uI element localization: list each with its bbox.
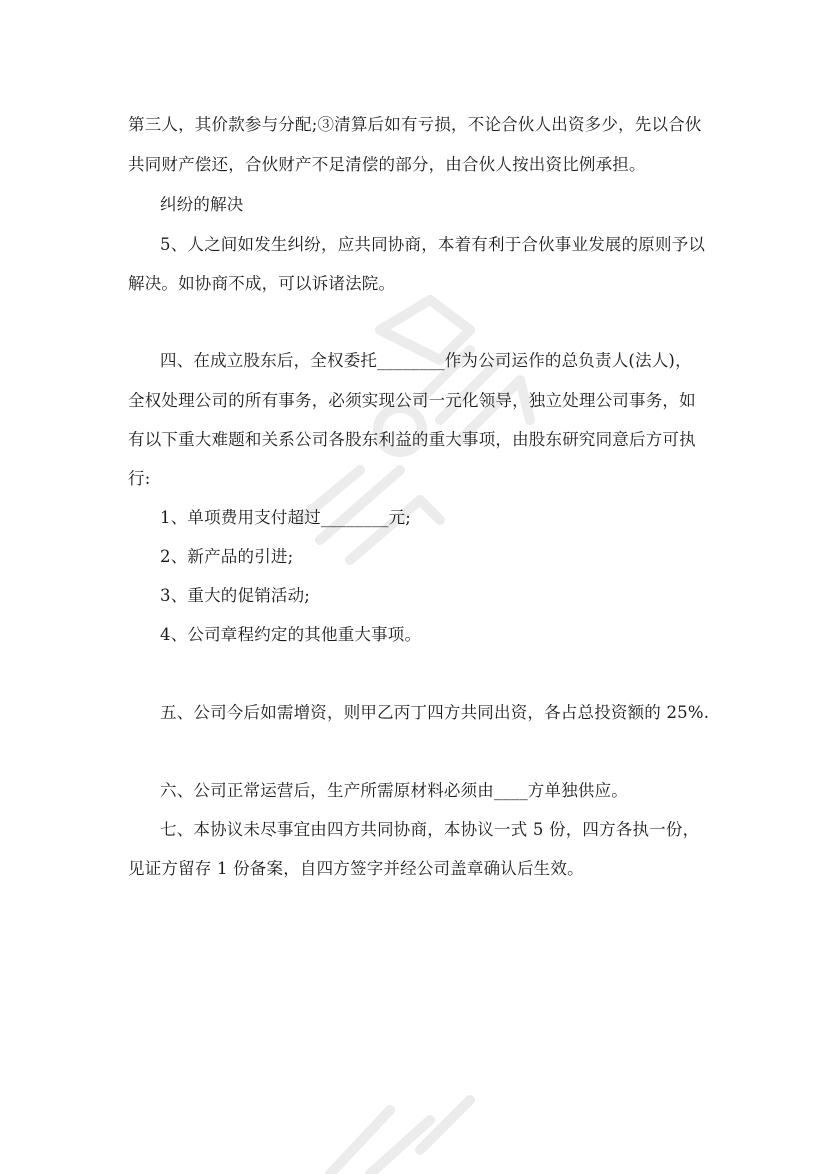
text-line-8: 有以下重大难题和关系公司各股东利益的重大事项，由股东研究同意后方可执 (128, 430, 696, 449)
list-item: 3、重大的促销活动; (160, 586, 311, 605)
text-line-4: 5、人之间如发生纠纷，应共同协商，本着有利于合伙事业发展的原则予以 (160, 235, 706, 254)
list-item: 1、单项费用支付超过________元; (160, 508, 412, 527)
text-line-6: 四、在成立股东后，全权委托________作为公司运作的总负责人(法人)， (160, 351, 692, 370)
text-line-17: 见证方留存 1 份备案，自四方签字并经公司盖章确认后生效。 (128, 859, 584, 878)
list-item: 4、公司章程约定的其他重大事项。 (160, 625, 422, 644)
text-line-2: 共同财产偿还，合伙财产不足清偿的部分，由合伙人按出资比例承担。 (128, 155, 646, 174)
text-line-15: 六、公司正常运营后，生产所需原材料必须由____方单独供应。 (160, 781, 628, 800)
section-heading: 纠纷的解决 (160, 195, 244, 214)
text-line-9: 行: (128, 469, 151, 488)
text-line-16: 七、本协议未尽事宜由四方共同协商，本协议一式 5 份，四方各执一份， (160, 820, 700, 839)
text-line-5: 解决。如协商不成，可以诉诸法院。 (128, 274, 396, 293)
text-line-1: 第三人，其价款参与分配;③清算后如有亏损，不论合伙人出资多少，先以合伙 (128, 115, 702, 134)
list-item: 2、新产品的引进; (160, 547, 294, 566)
text-line-14: 五、公司今后如需增资，则甲乙丙丁四方共同出资，各占总投资额的 25%. (160, 703, 710, 722)
text-line-7: 全权处理公司的所有事务，必须实现公司一元化领导，独立处理公司事务，如 (128, 391, 696, 410)
